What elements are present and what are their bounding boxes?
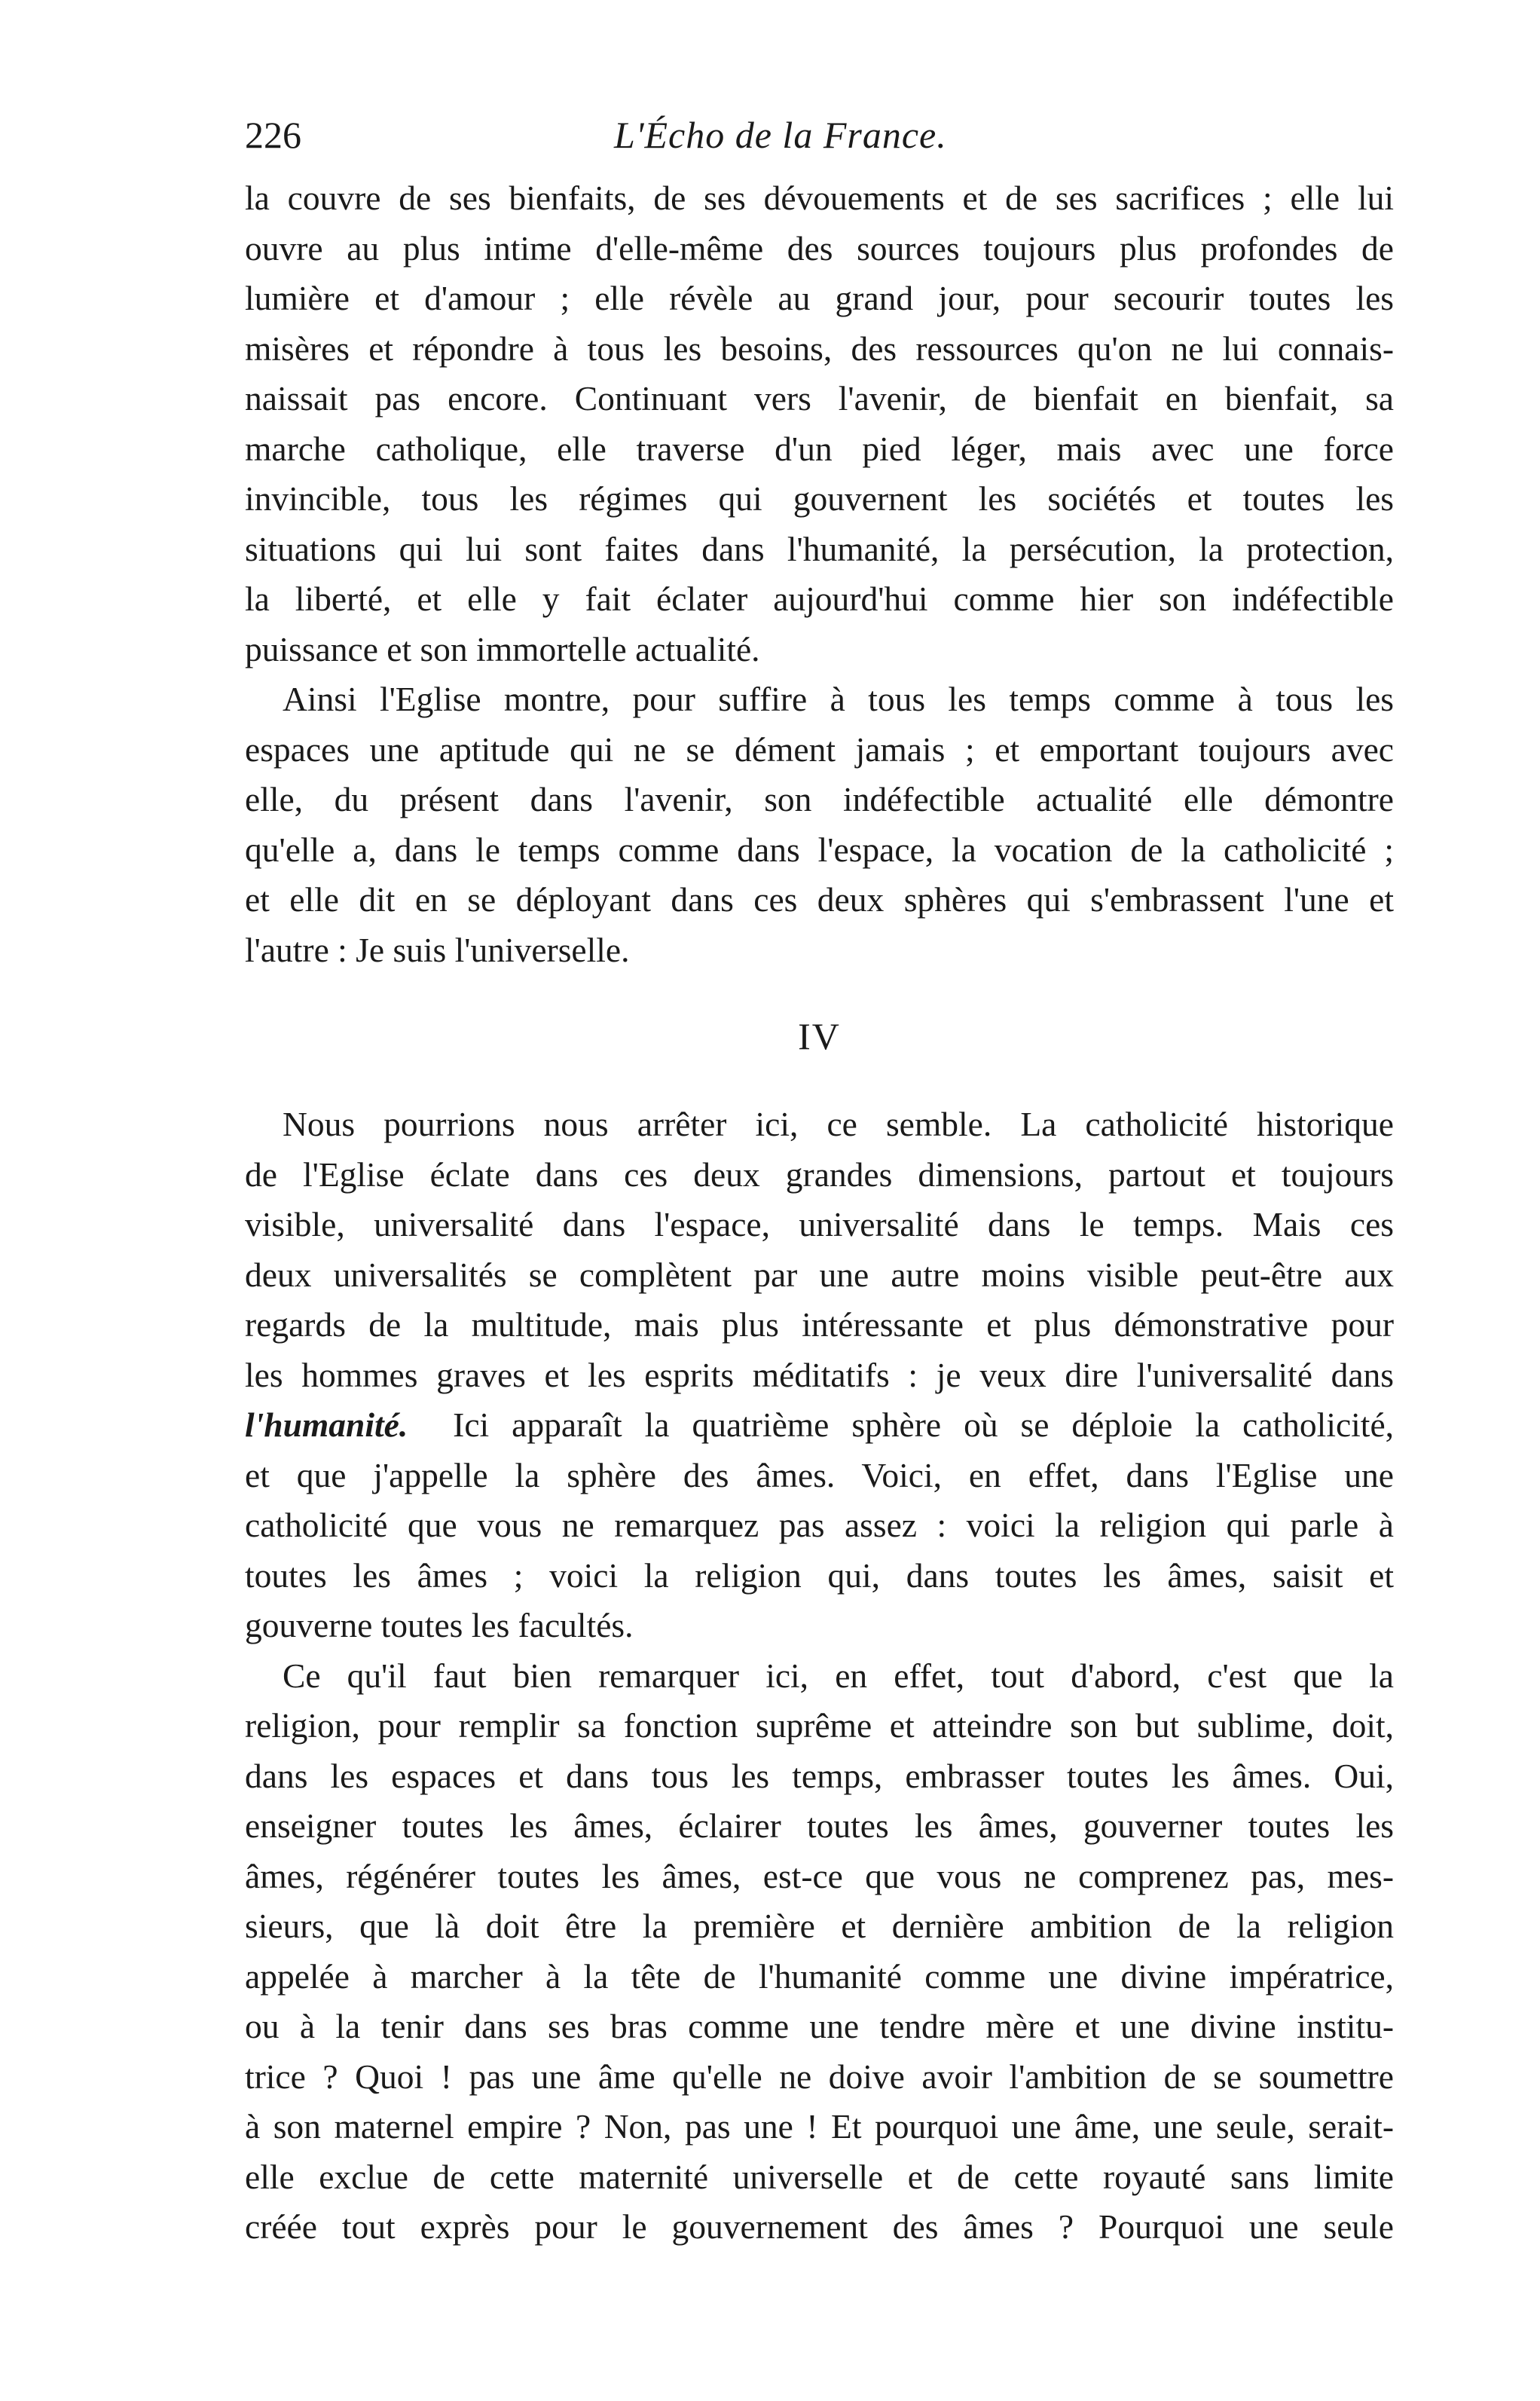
text-line: deux universalités se complètent par une autre moins visible peut-être aux (245, 1255, 1394, 1294)
running-title: L'Écho de la France. (614, 114, 947, 156)
text-line: puissance et son immortelle actualité. (245, 629, 760, 668)
text-line: invincible, tous les régimes qui gouvernent les sociétés et toutes les (245, 479, 1394, 518)
text-line: naissait pas encore. Continuant vers l'avenir, de bienfait en bienfait, sa (245, 379, 1394, 417)
text-line: situations qui lui sont faites dans l'humanité, la persécution, la protection, (245, 529, 1394, 568)
text-line: la liberté, et elle y fait éclater aujourd'hui comme hier son indéfectible (245, 580, 1394, 618)
text-line: lumière et d'amour ; elle révèle au grand jour, pour secourir toutes les (245, 279, 1394, 317)
text-line: à son maternel empire ? Non, pas une ! Et pourquoi une âme, une seule, serait- (245, 2107, 1394, 2146)
text-line: la couvre de ses bienfaits, de ses dévouements et de ses sacrifices ; elle lui (245, 179, 1394, 217)
text-line: et elle dit en se déployant dans ces deux sphères qui s'embrassent l'une et (245, 880, 1394, 919)
text-line: dans les espaces et dans tous les temps, embrasser toutes les âmes. Oui, (245, 1756, 1394, 1795)
section-heading: IV (798, 1015, 841, 1057)
text-line: Ce qu'il faut bien remarquer ici, en effet, tout d'abord, c'est que la (283, 1656, 1394, 1695)
running-head (245, 106, 1394, 173)
book-page (245, 106, 1394, 2253)
text-line: marche catholique, elle traverse d'un pied léger, mais avec une force (245, 429, 1394, 468)
text-line: regards de la multitude, mais plus intéressante et plus démonstrative pour (245, 1305, 1394, 1344)
text-line: de l'Eglise éclate dans ces deux grandes dimensions, partout et toujours (245, 1155, 1394, 1194)
text-line: ou à la tenir dans ses bras comme une tendre mère et une divine institu- (245, 2007, 1394, 2045)
text-line: religion, pour remplir sa fonction suprême et atteindre son but sublime, doit, (245, 1706, 1394, 1745)
text-line: misères et répondre à tous les besoins, des ressources qu'on ne lui connais- (245, 329, 1394, 368)
text-line: trice ? Quoi ! pas une âme qu'elle ne doive avoir l'ambition de se soumettre (245, 2057, 1394, 2096)
text-line: toutes les âmes ; voici la religion qui, dans toutes les âmes, saisit et (245, 1555, 1394, 1595)
text-line: elle exclue de cette maternité universelle et de cette royauté sans limite (245, 2157, 1394, 2196)
text-line: ouvre au plus intime d'elle-même des sources toujours plus profondes de (245, 228, 1394, 268)
text-line: les hommes graves et les esprits méditatifs : je veux dire l'universalité dans (245, 1355, 1394, 1394)
text-line: gouverne toutes les facultés. (245, 1606, 634, 1644)
text-line: et que j'appelle la sphère des âmes. Voici, en effet, dans l'Eglise une (245, 1455, 1394, 1494)
paragraph-1 (245, 173, 1394, 674)
text-line: Nous pourrions nous arrêter ici, ce semble. La catholicité historique (283, 1105, 1394, 1143)
text-line: qu'elle a, dans le temps comme dans l'espace, la vocation de la catholicité ; (245, 830, 1394, 869)
text-line: appelée à marcher à la tête de l'humanité comme une divine impératrice, (245, 1956, 1394, 1996)
text-line: âmes, régénérer toutes les âmes, est-ce que vous ne comprenez pas, mes- (245, 1856, 1394, 1895)
text-line: elle, du présent dans l'avenir, son indéfectible actualité elle démontre (245, 780, 1394, 818)
text-line: sieurs, que là doit être la première et dernière ambition de la religion (245, 1907, 1394, 1945)
text-line-mixed (245, 1400, 1394, 1451)
paragraph-4 (245, 1651, 1394, 2253)
text-line: visible, universalité dans l'espace, universalité dans le temps. Mais ces (245, 1205, 1394, 1243)
paragraph-3 (245, 1100, 1394, 1651)
text-line: Ainsi l'Eglise montre, pour suffire à tous les temps comme à tous les (283, 680, 1394, 718)
text-line: enseigner toutes les âmes, éclairer toutes les âmes, gouverner toutes les (245, 1806, 1394, 1845)
italic-term: l'humanité. (245, 1405, 408, 1444)
text-line: catholicité que vous ne remarquez pas assez : voici la religion qui parle à (245, 1506, 1394, 1544)
page-number: 226 (245, 114, 301, 156)
paragraph-2 (245, 674, 1394, 975)
text-line: espaces une aptitude qui ne se dément jamais ; et emportant toujours avec (245, 729, 1394, 769)
text-run: Ici apparaît la quatrième sphère où se déploie la catholicité, (453, 1405, 1394, 1444)
text-line: l'autre : Je suis l'universelle. (245, 930, 630, 969)
text-line: créée tout exprès pour le gouvernement des âmes ? Pourquoi une seule (245, 2207, 1394, 2246)
